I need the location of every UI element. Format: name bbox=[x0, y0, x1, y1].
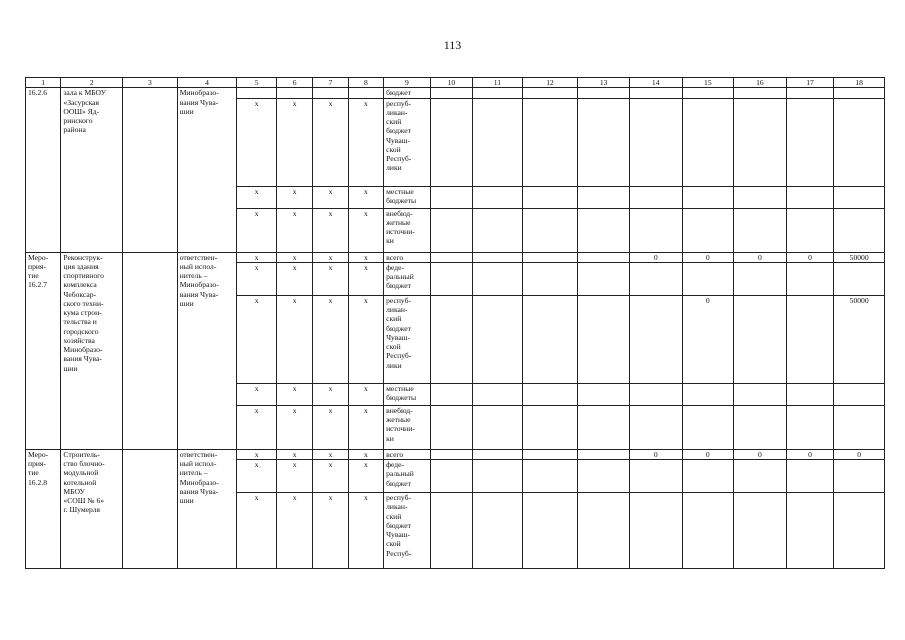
executor: ответствен- ный испол- нитель – Минобразо- вания Чува- шии bbox=[177, 252, 237, 449]
empty-cell bbox=[682, 208, 734, 252]
empty-cell bbox=[629, 88, 682, 98]
measure-code: 16.2.6 bbox=[26, 88, 61, 252]
empty-cell bbox=[734, 208, 787, 252]
empty-cell bbox=[313, 88, 348, 98]
table-row bbox=[26, 252, 885, 262]
empty-cell bbox=[348, 88, 383, 98]
empty-cell bbox=[786, 405, 834, 449]
x-mark: x bbox=[276, 186, 312, 208]
empty-cell bbox=[834, 88, 885, 98]
empty-cell bbox=[522, 383, 578, 405]
measure-name: Реконструк- ция здания спортивного комплекса Чебоксар- ского техни- кума строи- тельства и городского хозяйства Минобразо- вания Чува- шии bbox=[61, 252, 123, 449]
empty-cell bbox=[578, 252, 630, 262]
column-number: 5 bbox=[237, 78, 276, 88]
funding-source: местные бюджеты bbox=[384, 186, 431, 208]
empty-cell bbox=[629, 186, 682, 208]
empty-cell bbox=[473, 88, 523, 98]
empty-cell bbox=[734, 405, 787, 449]
empty-cell bbox=[734, 262, 787, 295]
x-mark: x bbox=[313, 493, 348, 569]
x-mark: x bbox=[237, 405, 276, 449]
x-mark: x bbox=[313, 405, 348, 449]
x-mark: x bbox=[237, 208, 276, 252]
empty-cell bbox=[578, 295, 630, 383]
column-number: 10 bbox=[430, 78, 472, 88]
amount-cell: 0 bbox=[682, 449, 734, 459]
empty-cell bbox=[734, 295, 787, 383]
x-mark: x bbox=[237, 252, 276, 262]
column-number: 18 bbox=[834, 78, 885, 88]
empty-cell bbox=[629, 262, 682, 295]
empty-cell bbox=[430, 98, 472, 186]
empty-cell bbox=[430, 460, 472, 493]
empty-cell bbox=[629, 493, 682, 569]
empty-cell bbox=[682, 405, 734, 449]
x-mark: x bbox=[237, 449, 276, 459]
empty-cell bbox=[734, 88, 787, 98]
column-number: 4 bbox=[177, 78, 237, 88]
amount-cell: 0 bbox=[786, 449, 834, 459]
column-number-row bbox=[26, 78, 885, 88]
empty-cell bbox=[578, 405, 630, 449]
empty-cell bbox=[629, 383, 682, 405]
empty-cell bbox=[629, 98, 682, 186]
measure-code: Меро- прия- тие 16.2.7 bbox=[26, 252, 61, 449]
empty-cell bbox=[578, 186, 630, 208]
empty-cell bbox=[786, 262, 834, 295]
empty-cell bbox=[522, 98, 578, 186]
x-mark: x bbox=[276, 208, 312, 252]
funding-source: всего bbox=[384, 252, 431, 262]
x-mark: x bbox=[313, 383, 348, 405]
funding-source: внебюд- жетные источни- ки bbox=[384, 208, 431, 252]
x-mark: x bbox=[313, 295, 348, 383]
column-number: 12 bbox=[522, 78, 578, 88]
x-mark: x bbox=[348, 186, 383, 208]
empty-cell bbox=[430, 262, 472, 295]
funding-source: респуб- ликан- ский бюджет Чуваш- ской Респуб- лики bbox=[384, 295, 431, 383]
amount-cell: 0 bbox=[834, 449, 885, 459]
empty-cell bbox=[734, 383, 787, 405]
empty-cell bbox=[522, 295, 578, 383]
x-mark: x bbox=[313, 208, 348, 252]
measure-name: зала к МБОУ «Засурская ООШ» Яд- ринского района bbox=[61, 88, 123, 252]
empty-cell bbox=[786, 208, 834, 252]
x-mark: x bbox=[348, 98, 383, 186]
empty-cell bbox=[473, 262, 523, 295]
x-mark: x bbox=[237, 295, 276, 383]
x-mark: x bbox=[313, 186, 348, 208]
x-mark: x bbox=[348, 493, 383, 569]
empty-cell bbox=[522, 493, 578, 569]
x-mark: x bbox=[276, 252, 312, 262]
empty-cell bbox=[578, 88, 630, 98]
funding-source: внебюд- жетные источни- ки bbox=[384, 405, 431, 449]
empty-cell bbox=[473, 493, 523, 569]
x-mark: x bbox=[237, 186, 276, 208]
column-number: 15 bbox=[682, 78, 734, 88]
x-mark: x bbox=[313, 449, 348, 459]
empty-cell bbox=[786, 88, 834, 98]
measure-code: Меро- прия- тие 16.2.8 bbox=[26, 449, 61, 568]
column-number: 16 bbox=[734, 78, 787, 88]
empty-cell bbox=[682, 186, 734, 208]
empty-cell bbox=[473, 383, 523, 405]
empty-cell bbox=[473, 186, 523, 208]
x-mark: x bbox=[313, 460, 348, 493]
empty-cell bbox=[734, 98, 787, 186]
column-number: 9 bbox=[384, 78, 431, 88]
x-mark: x bbox=[276, 493, 312, 569]
empty-cell bbox=[430, 383, 472, 405]
empty-cell bbox=[430, 405, 472, 449]
funding-source: респуб- ликан- ский бюджет Чуваш- ской Респуб- bbox=[384, 493, 431, 569]
x-mark: x bbox=[348, 262, 383, 295]
empty-cell bbox=[430, 88, 472, 98]
empty-cell bbox=[578, 383, 630, 405]
amount-cell: 0 bbox=[629, 252, 682, 262]
column-number: 8 bbox=[348, 78, 383, 88]
empty-cell bbox=[473, 98, 523, 186]
funding-source: всего bbox=[384, 449, 431, 459]
empty-cell bbox=[522, 186, 578, 208]
empty-cell bbox=[522, 405, 578, 449]
column-number: 7 bbox=[313, 78, 348, 88]
empty-cell bbox=[786, 383, 834, 405]
x-mark: x bbox=[237, 98, 276, 186]
empty-cell bbox=[123, 88, 178, 252]
empty-cell bbox=[834, 262, 885, 295]
x-mark: x bbox=[276, 383, 312, 405]
x-mark: x bbox=[237, 460, 276, 493]
amount-cell: 50000 bbox=[834, 252, 885, 262]
executor: Минобразо- вания Чува- шии bbox=[177, 88, 237, 252]
empty-cell bbox=[473, 295, 523, 383]
empty-cell bbox=[430, 186, 472, 208]
empty-cell bbox=[430, 208, 472, 252]
budget-table bbox=[25, 77, 885, 569]
measure-name: Строитель- ство блочно- модульной котельной МБОУ «СОШ № 6» г. Шумерля bbox=[61, 449, 123, 568]
empty-cell bbox=[629, 460, 682, 493]
x-mark: x bbox=[348, 405, 383, 449]
empty-cell bbox=[834, 186, 885, 208]
empty-cell bbox=[786, 186, 834, 208]
empty-cell bbox=[522, 449, 578, 459]
empty-cell bbox=[522, 88, 578, 98]
empty-cell bbox=[682, 383, 734, 405]
table-row bbox=[26, 88, 885, 98]
empty-cell bbox=[123, 449, 178, 568]
funding-source: местные бюджеты bbox=[384, 383, 431, 405]
x-mark: x bbox=[237, 262, 276, 295]
empty-cell bbox=[522, 252, 578, 262]
empty-cell bbox=[682, 262, 734, 295]
funding-source: респуб- ликан- ский бюджет Чуваш- ской Респуб- лики bbox=[384, 98, 431, 186]
amount-cell: 0 bbox=[786, 252, 834, 262]
x-mark: x bbox=[348, 208, 383, 252]
empty-cell bbox=[629, 208, 682, 252]
empty-cell bbox=[734, 186, 787, 208]
empty-cell bbox=[578, 208, 630, 252]
empty-cell bbox=[682, 98, 734, 186]
empty-cell bbox=[430, 252, 472, 262]
amount-cell: 0 bbox=[734, 252, 787, 262]
empty-cell bbox=[522, 460, 578, 493]
x-mark: x bbox=[276, 449, 312, 459]
empty-cell bbox=[430, 493, 472, 569]
x-mark: x bbox=[313, 262, 348, 295]
empty-cell bbox=[629, 295, 682, 383]
empty-cell bbox=[578, 493, 630, 569]
x-mark: x bbox=[237, 383, 276, 405]
empty-cell bbox=[682, 493, 734, 569]
empty-cell bbox=[430, 295, 472, 383]
empty-cell bbox=[578, 262, 630, 295]
x-mark: x bbox=[237, 493, 276, 569]
empty-cell bbox=[629, 405, 682, 449]
funding-source: феде- ральный бюджет bbox=[384, 460, 431, 493]
x-mark: x bbox=[276, 98, 312, 186]
column-number: 2 bbox=[61, 78, 123, 88]
empty-cell bbox=[123, 252, 178, 449]
empty-cell bbox=[522, 262, 578, 295]
empty-cell bbox=[578, 449, 630, 459]
funding-source: феде- ральный бюджет bbox=[384, 262, 431, 295]
x-mark: x bbox=[276, 262, 312, 295]
x-mark: x bbox=[313, 252, 348, 262]
empty-cell bbox=[473, 208, 523, 252]
x-mark: x bbox=[276, 460, 312, 493]
empty-cell bbox=[834, 405, 885, 449]
amount-cell: 0 bbox=[682, 295, 734, 383]
empty-cell bbox=[473, 460, 523, 493]
column-number: 3 bbox=[123, 78, 178, 88]
empty-cell bbox=[834, 208, 885, 252]
empty-cell bbox=[522, 208, 578, 252]
empty-cell bbox=[473, 405, 523, 449]
page-number: 113 bbox=[443, 38, 462, 52]
empty-cell bbox=[473, 449, 523, 459]
empty-cell bbox=[473, 252, 523, 262]
x-mark: x bbox=[276, 295, 312, 383]
column-number: 1 bbox=[26, 78, 61, 88]
empty-cell bbox=[237, 88, 276, 98]
amount-cell: 50000 bbox=[834, 295, 885, 383]
x-mark: x bbox=[348, 449, 383, 459]
empty-cell bbox=[786, 295, 834, 383]
empty-cell bbox=[834, 98, 885, 186]
empty-cell bbox=[834, 383, 885, 405]
x-mark: x bbox=[348, 295, 383, 383]
x-mark: x bbox=[348, 383, 383, 405]
empty-cell bbox=[834, 493, 885, 569]
column-number: 14 bbox=[629, 78, 682, 88]
empty-cell bbox=[430, 449, 472, 459]
empty-cell bbox=[786, 493, 834, 569]
empty-cell bbox=[834, 460, 885, 493]
funding-source: бюджет bbox=[384, 88, 431, 98]
column-number: 6 bbox=[276, 78, 312, 88]
empty-cell bbox=[578, 460, 630, 493]
column-number: 17 bbox=[786, 78, 834, 88]
empty-cell bbox=[276, 88, 312, 98]
amount-cell: 0 bbox=[682, 252, 734, 262]
empty-cell bbox=[734, 460, 787, 493]
x-mark: x bbox=[276, 405, 312, 449]
table-row bbox=[26, 449, 885, 459]
amount-cell: 0 bbox=[734, 449, 787, 459]
empty-cell bbox=[682, 88, 734, 98]
x-mark: x bbox=[348, 252, 383, 262]
x-mark: x bbox=[348, 460, 383, 493]
executor: ответствен- ный испол- нитель – Минобразо- вания Чува- шии bbox=[177, 449, 237, 568]
amount-cell: 0 bbox=[629, 449, 682, 459]
empty-cell bbox=[786, 460, 834, 493]
empty-cell bbox=[786, 98, 834, 186]
empty-cell bbox=[734, 493, 787, 569]
empty-cell bbox=[682, 460, 734, 493]
column-number: 11 bbox=[473, 78, 523, 88]
empty-cell bbox=[578, 98, 630, 186]
column-number: 13 bbox=[578, 78, 630, 88]
x-mark: x bbox=[313, 98, 348, 186]
